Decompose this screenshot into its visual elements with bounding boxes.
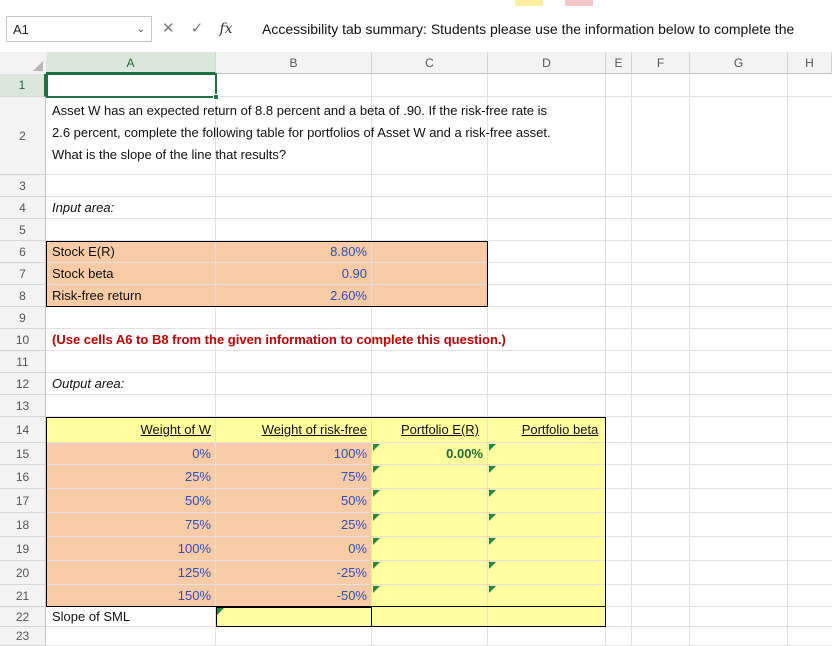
row-header-23[interactable]: 23 bbox=[0, 627, 46, 646]
problem-text-line-1: Asset W has an expected return of 8.8 percent and a beta of .90. If the risk-free rate is bbox=[52, 103, 547, 118]
column-header-c[interactable]: C bbox=[372, 52, 488, 74]
problem-text-line-3: What is the slope of the line that results? bbox=[52, 147, 287, 162]
row-header-7[interactable]: 7 bbox=[0, 263, 46, 285]
column-header-e[interactable]: E bbox=[606, 52, 632, 74]
row-header-21[interactable]: 21 bbox=[0, 585, 46, 607]
input-area-label: Input area: bbox=[52, 200, 115, 215]
row-header-4[interactable]: 4 bbox=[0, 197, 46, 219]
name-box[interactable] bbox=[6, 16, 152, 42]
row-header-9[interactable]: 9 bbox=[0, 307, 46, 329]
slope-label: Slope of SML bbox=[52, 609, 131, 624]
chevron-down-icon[interactable]: ⌄ bbox=[136, 24, 145, 35]
input-label: Risk-free return bbox=[52, 288, 142, 303]
weight-w-cell: 125% bbox=[177, 565, 211, 580]
slope-value-cell bbox=[216, 607, 372, 627]
row-header-20[interactable]: 20 bbox=[0, 561, 46, 585]
row-header-5[interactable]: 5 bbox=[0, 219, 46, 241]
column-header-d[interactable]: D bbox=[488, 52, 606, 74]
weight-w-cell: 0% bbox=[192, 446, 211, 461]
column-header-h[interactable]: H bbox=[788, 52, 832, 74]
column-header-b[interactable]: B bbox=[216, 52, 372, 74]
row-header-2[interactable]: 2 bbox=[0, 97, 46, 175]
gridline-horizontal bbox=[46, 394, 832, 395]
row-header-11[interactable]: 11 bbox=[0, 351, 46, 373]
row-header-14[interactable]: 14 bbox=[0, 417, 46, 443]
weight-rf-cell: 100% bbox=[333, 446, 367, 461]
row-header-8[interactable]: 8 bbox=[0, 285, 46, 307]
input-area-border bbox=[46, 241, 488, 307]
weight-rf-cell: 0% bbox=[348, 541, 367, 556]
weight-rf-cell: -50% bbox=[336, 588, 367, 603]
weight-w-cell: 50% bbox=[184, 493, 211, 508]
weight-w-cell: 75% bbox=[184, 517, 211, 532]
row-header-1[interactable]: 1 bbox=[0, 74, 46, 97]
header-weight-of-risk-free: Weight of risk-free bbox=[261, 422, 367, 437]
weight-w-cell: 150% bbox=[177, 588, 211, 603]
formula-bar bbox=[0, 0, 832, 52]
select-all-corner[interactable] bbox=[0, 52, 47, 75]
row-header-15[interactable]: 15 bbox=[0, 443, 46, 465]
column-header-a[interactable]: A bbox=[46, 52, 216, 74]
cancel-icon[interactable]: ✕ bbox=[162, 20, 175, 37]
input-label: Stock beta bbox=[52, 266, 114, 281]
row-header-10[interactable]: 10 bbox=[0, 329, 46, 351]
weight-rf-cell: 75% bbox=[340, 469, 367, 484]
output-outer-right-border bbox=[605, 417, 606, 627]
gridline-horizontal bbox=[46, 196, 832, 197]
fill-handle[interactable] bbox=[213, 94, 219, 100]
formula-bar-icons bbox=[162, 16, 245, 42]
input-value: 8.80% bbox=[330, 244, 367, 259]
ribbon-decoration-red bbox=[565, 0, 593, 6]
gridline-horizontal bbox=[46, 218, 832, 219]
ribbon-decoration-yellow bbox=[515, 0, 543, 6]
row-header-22[interactable]: 22 bbox=[0, 607, 46, 627]
row-header-6[interactable]: 6 bbox=[0, 241, 46, 263]
input-label: Stock E(R) bbox=[52, 244, 115, 259]
row-header-3[interactable]: 3 bbox=[0, 175, 46, 197]
problem-text-line-2: 2.6 percent, complete the following table for portfolios of Asset W and a risk-free asset. bbox=[52, 125, 551, 140]
input-value: 2.60% bbox=[330, 288, 367, 303]
gridline-horizontal bbox=[46, 174, 832, 175]
input-value: 0.90 bbox=[341, 266, 367, 281]
output-area-border bbox=[46, 417, 606, 607]
column-header-f[interactable]: F bbox=[632, 52, 690, 74]
active-cell-a1 bbox=[46, 73, 217, 98]
header-portfolio-beta: Portfolio beta bbox=[521, 422, 599, 437]
formula-input[interactable]: Accessibility tab summary: Students please use the information below to complete the bbox=[262, 21, 795, 37]
row-header-13[interactable]: 13 bbox=[0, 395, 46, 417]
row-header-19[interactable]: 19 bbox=[0, 537, 46, 561]
weight-w-cell: 100% bbox=[177, 541, 211, 556]
row-header-12[interactable]: 12 bbox=[0, 373, 46, 395]
gridline-horizontal bbox=[46, 372, 832, 373]
portfolio-er-cell: 0.00% bbox=[446, 446, 483, 461]
function-icon[interactable]: fx bbox=[219, 21, 233, 37]
header-weight-of-w: Weight of W bbox=[140, 422, 211, 437]
header-portfolio-er: Portfolio E(R) bbox=[400, 422, 480, 437]
output-area-label: Output area: bbox=[52, 376, 125, 391]
check-icon[interactable]: ✓ bbox=[190, 20, 204, 37]
row-header-18[interactable]: 18 bbox=[0, 513, 46, 537]
row-header-16[interactable]: 16 bbox=[0, 465, 46, 489]
weight-w-cell: 25% bbox=[184, 469, 211, 484]
name-box-value: A1 bbox=[13, 22, 29, 37]
instruction-text: (Use cells A6 to B8 from the given information to complete this question.) bbox=[52, 332, 506, 347]
weight-rf-cell: 25% bbox=[340, 517, 367, 532]
output-outer-bottom-border bbox=[372, 626, 606, 627]
row-header-17[interactable]: 17 bbox=[0, 489, 46, 513]
weight-rf-cell: 50% bbox=[340, 493, 367, 508]
column-header-g[interactable]: G bbox=[690, 52, 788, 74]
weight-rf-cell: -25% bbox=[336, 565, 367, 580]
spreadsheet-grid[interactable] bbox=[0, 52, 832, 646]
